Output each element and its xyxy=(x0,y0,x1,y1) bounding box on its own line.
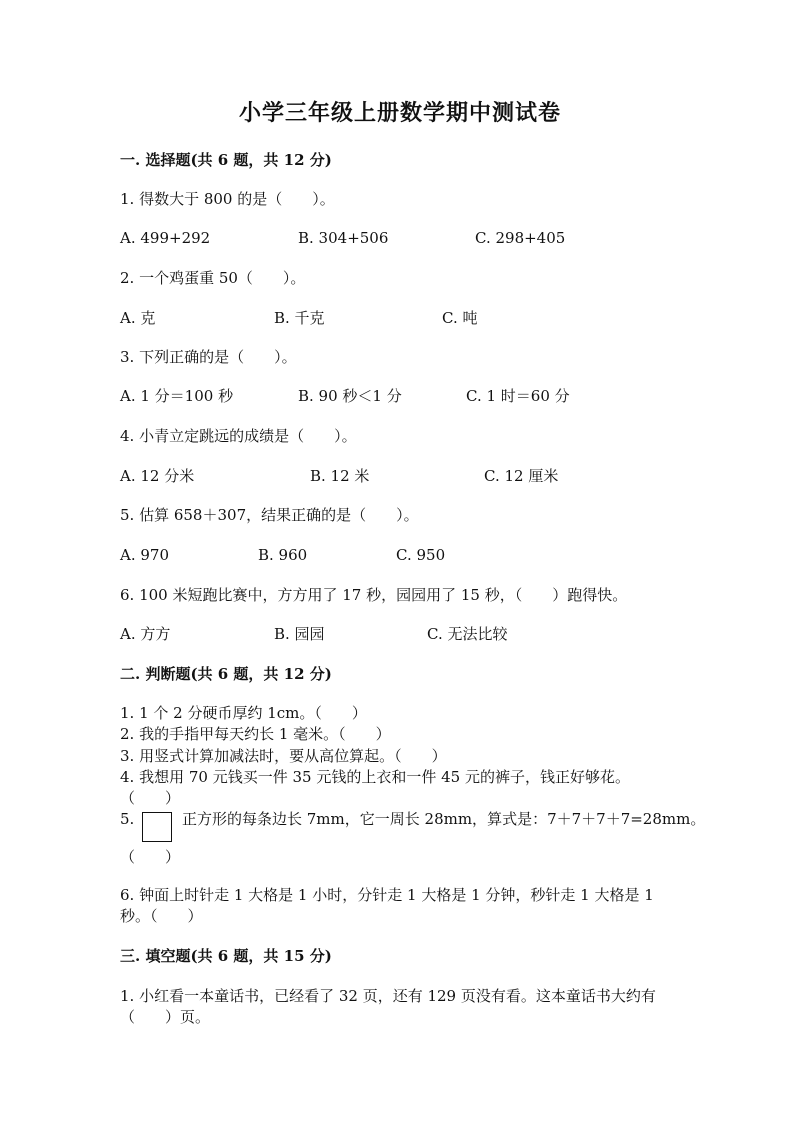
judgement-line: （ ） xyxy=(120,789,181,807)
page-title: 小学三年级上册数学期中测试卷 xyxy=(238,100,561,126)
option-c: C. 无法比较 xyxy=(427,625,508,643)
option-a: A. 方方 xyxy=(120,625,171,643)
judgement-line: 5. xyxy=(120,810,135,828)
option-c: C. 吨 xyxy=(442,309,478,327)
option-a: A. 970 xyxy=(120,546,169,564)
option-b: B. 园园 xyxy=(274,625,325,643)
question-stem: 1. 得数大于 800 的是（ ）。 xyxy=(120,190,335,208)
square-figure xyxy=(142,812,172,842)
judgement-line: 2. 我的手指甲每天约长 1 毫米。（ ） xyxy=(120,725,391,743)
section-heading-choice: 一. 选择题(共 6 题，共 12 分) xyxy=(120,151,332,169)
option-a: A. 499+292 xyxy=(120,229,211,247)
question-stem: 2. 一个鸡蛋重 50（ ）。 xyxy=(120,269,306,287)
question-stem: 4. 小青立定跳远的成绩是（ ）。 xyxy=(120,427,357,445)
option-b: B. 90 秒＜1 分 xyxy=(298,387,402,405)
option-b: B. 960 xyxy=(258,546,308,564)
judgement-line: 1. 1 个 2 分硬币厚约 1cm。（ ） xyxy=(120,704,367,722)
section-heading-fill: 三. 填空题(共 6 题，共 15 分) xyxy=(120,947,332,965)
option-c: C. 950 xyxy=(396,546,446,564)
option-b: B. 千克 xyxy=(274,309,325,327)
option-a: A. 克 xyxy=(120,309,156,327)
judgement-line: 秒。（ ） xyxy=(120,907,203,925)
option-c: C. 298+405 xyxy=(475,229,566,247)
section-heading-judgement: 二. 判断题(共 6 题，共 12 分) xyxy=(120,665,332,683)
judgement-line: （ ） xyxy=(120,848,181,866)
fill-line: （ ）页。 xyxy=(120,1008,211,1026)
judgement-line: 3. 用竖式计算加减法时，要从高位算起。（ ） xyxy=(120,747,447,765)
option-c: C. 1 时＝60 分 xyxy=(466,387,570,405)
question-stem: 5. 估算 658＋307，结果正确的是（ ）。 xyxy=(120,506,419,524)
question-stem: 3. 下列正确的是（ ）。 xyxy=(120,348,297,366)
option-b: B. 304+506 xyxy=(298,229,389,247)
fill-line: 1. 小红看一本童话书，已经看了 32 页，还有 129 页没有看。这本童话书大约有 xyxy=(120,987,656,1005)
option-a: A. 12 分米 xyxy=(120,467,195,485)
option-c: C. 12 厘米 xyxy=(484,467,559,485)
judgement-line: 6. 钟面上时针走 1 大格是 1 小时，分针走 1 大格是 1 分钟，秒针走 1 大格是 1 xyxy=(120,886,654,904)
option-b: B. 12 米 xyxy=(310,467,370,485)
judgement-line: 正方形的每条边长 7mm，它一周长 28mm，算式是：7＋7＋7＋7=28mm。 xyxy=(182,810,706,828)
option-a: A. 1 分＝100 秒 xyxy=(120,387,234,405)
question-stem: 6. 100 米短跑比赛中，方方用了 17 秒，园园用了 15 秒，（ ）跑得快。 xyxy=(120,586,628,604)
judgement-line: 4. 我想用 70 元钱买一件 35 元钱的上衣和一件 45 元的裤子，钱正好够花。 xyxy=(120,768,630,786)
